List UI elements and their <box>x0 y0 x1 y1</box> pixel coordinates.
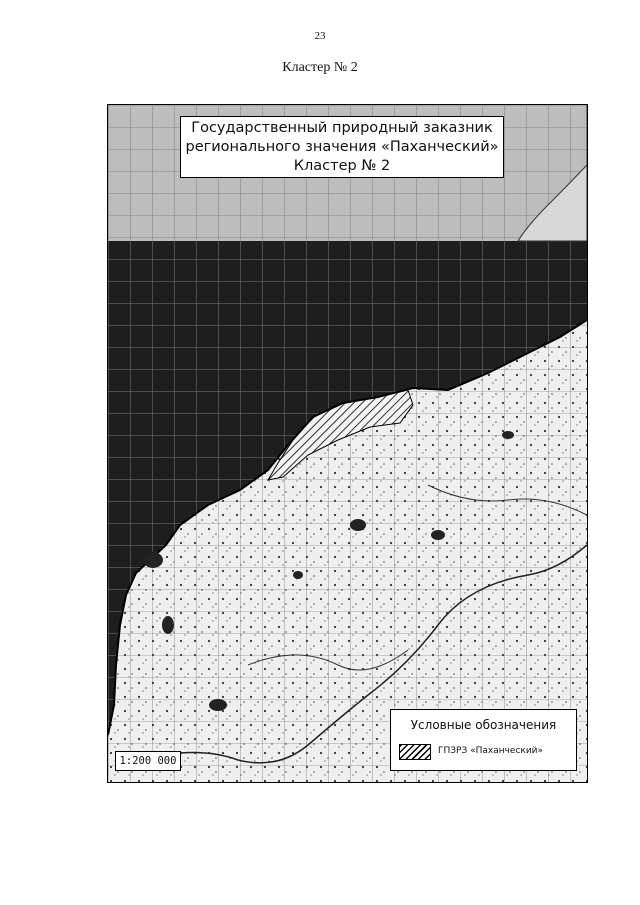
legend-item-label: ГПЗРЗ «Паханческий» <box>438 746 544 756</box>
map-title-line-2: регионального значения «Паханческий» <box>185 139 499 155</box>
map-title-line-3: Кластер № 2 <box>293 158 391 174</box>
map-canvas <box>108 105 587 782</box>
scale-label: 1:200 000 <box>115 751 181 771</box>
hatch-swatch-icon <box>399 744 431 760</box>
legend-title: Условные обозначения <box>410 718 557 732</box>
page-number: 23 <box>314 30 326 42</box>
legend <box>390 709 577 771</box>
map-title-box <box>180 116 504 178</box>
map-title-line-1: Государственный природный заказник <box>191 120 493 136</box>
cluster-heading: Кластер № 2 <box>282 60 358 75</box>
map-frame <box>107 104 588 783</box>
